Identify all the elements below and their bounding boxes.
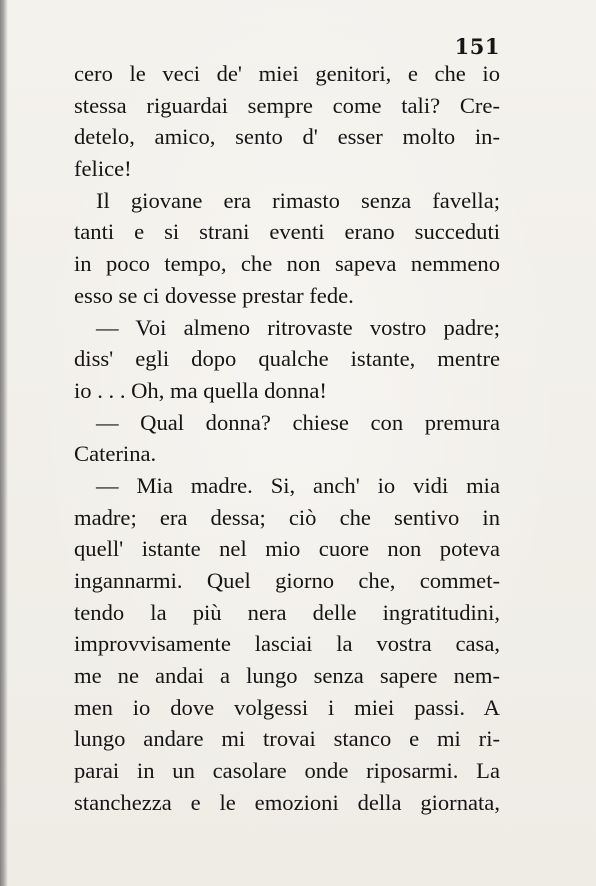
text-line: detelo, amico, sento d' esser molto in- xyxy=(74,124,500,150)
text-line: io . . . Oh, ma quella donna! xyxy=(74,377,327,403)
text-line: stessa riguardai sempre come tali? Cre- xyxy=(74,92,500,118)
page-left-edge-shadow xyxy=(0,0,8,886)
text-line: lungo andare mi trovai stanco e mi ri- xyxy=(74,726,500,752)
text-line: diss' egli dopo qualche istante, mentre xyxy=(74,346,500,372)
text-line: men io dove volgessi i miei passi. A xyxy=(74,694,500,720)
text-line: tendo la più nera delle ingratitudini, xyxy=(74,599,500,625)
text-line: — Mia madre. Si, anch' io vidi mia xyxy=(96,472,500,498)
text-line: quell' istante nel mio cuore non poteva xyxy=(74,536,500,562)
text-line: ingannarmi. Quel giorno che, commet- xyxy=(74,568,500,593)
text-line: tanti e si strani eventi erano succeduti xyxy=(74,219,500,245)
text-line: improvvisamente lasciai la vostra casa, xyxy=(74,631,500,657)
text-line: — Qual donna? chiese con premura xyxy=(96,409,500,435)
text-line: Caterina. xyxy=(74,441,157,467)
text-line: Il giovane era rimasto senza favella; xyxy=(96,187,500,213)
text-line: felice! xyxy=(74,156,132,182)
text-line: madre; era dessa; ciò che sentivo in xyxy=(74,504,500,530)
text-line: in poco tempo, che non sapeva nemmeno xyxy=(74,251,500,277)
text-line: — Voi almeno ritrovaste vostro padre; xyxy=(96,314,500,340)
page-text xyxy=(74,58,500,819)
text-line: esso se ci dovesse prestar fede. xyxy=(74,282,354,308)
page-number: 151 xyxy=(454,34,500,59)
text-line: cero le veci de' miei genitori, e che io xyxy=(74,61,500,86)
text-line: me ne andai a lungo senza sapere nem- xyxy=(74,663,500,689)
text-line: stanchezza e le emozioni della giornata, xyxy=(74,789,500,815)
text-line: parai in un casolare onde riposarmi. La xyxy=(74,758,500,784)
